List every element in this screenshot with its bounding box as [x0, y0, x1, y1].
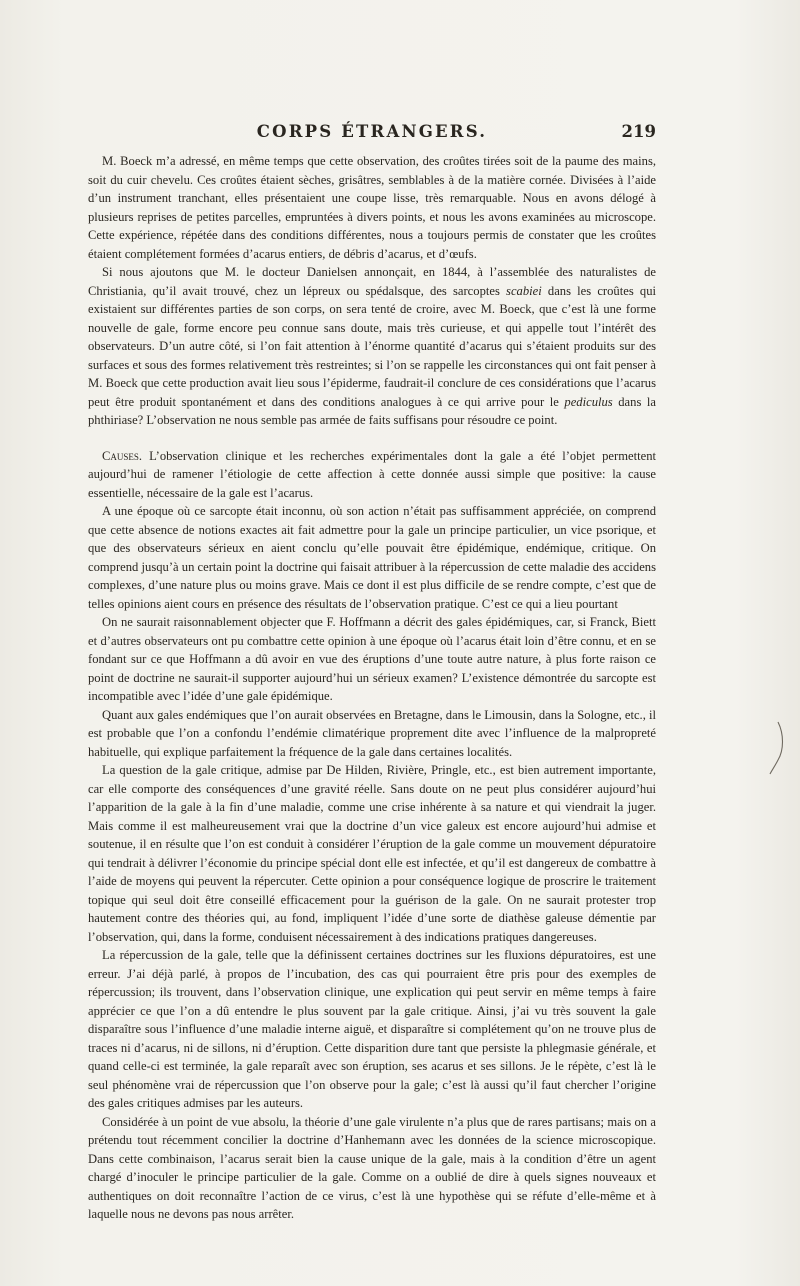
paragraph-repercussion: La répercussion de la gale, telle que la définissent certaines doctrines sur les fluxions dépuratoires, est une erreur. J’ai déjà parlé, à propos de l’incubation, des cas qui pourraient être pris pour des exemples de répercussion; ils trouvent, dans l’observation clinique, une explication qui peut servir en même temps à faire apprécier ce que l’on a dû entendre le plus souvent par la gale critique. Ainsi, j’ai vu très souvent la gale disparaître sous l’influence d’une maladie interne aiguë, et disparaître si complétement qu’on ne trouve plus de traces ni d’acarus, ni de sillons, ni d’éruption. Cette disparition dure tant que persiste la phlegmasie générale, et quand celle-ci est terminée, la gale reparaît avec son éruption, ses acarus et ses sillons. Je le répète, c’est là le seul phénomène vrai de répercussion que l’on observe pour la gale; c’est là aussi qu’il faut chercher l’origine des gales critiques admises par les auteurs.: [88, 948, 656, 1110]
paragraph-gale-critique: La question de la gale critique, admise par De Hilden, Rivière, Pringle, etc., est bien autrement importante, car elle comporte des conséquences d’une gravité réelle. Sans doute on ne peut plus considérer aujourd’hui l’apparition de la gale à la fin d’une maladie, comme une crise inhérente à sa nature et qui viendrait la juger. Mais comme il est malheureusement vrai que la doctrine d’un vice galeux est encore aujourd’hui admise et soutenue, il en résulte que l’on est conduit à considérer l’éruption de la gale comme un mouvement dépuratoire qui tendrait à délivrer l’économie du principe spécial dont elle est infectée, et qu’il est dangereux de combattre à l’aide de moyens qui peuvent la répercuter. Cette opinion a pour conséquence logique de proscrire le traitement topique qui seul doit être conseillé efficacement pour la guérison de la gale. On ne saurait protester trop hautement contre des théories qui, au fond, impliquent l’idée d’une sorte de diathèse galeuse démentie par l’observation, qui, dans la forme, conduisent nécessairement à des indications pratiques dangereuses.: [88, 763, 656, 944]
section-heading-causes: Causes.: [102, 448, 143, 463]
margin-pencil-mark: [764, 720, 788, 776]
paragraph-hoffmann: On ne saurait raisonnablement objecter que F. Hoffmann a décrit des gales épidémiques, car, si Franck, Biett et d’autres observateurs ont pu combattre cette opinion à une époque où l’acarus était loin d’être connu, et en se fondant sur ce que Hoffmann a dû avoir en vue des éruptions d’une toute autre nature, à plus forte raison ce point de doctrine ne saurait-il supporter aujourd’hui un sérieux examen? L’existence démontrée du sarcopte est incompatible avec l’idée d’une gale épidémique.: [88, 615, 656, 703]
paragraph-text: dans les croûtes qui existaient sur différentes parties de son corps, on sera tenté de croire, avec M. Boeck, que c’est là une forme nouvelle de gale, forme encore peu connue sans doute, mais très curieuse, et qui appelle tout l’intérêt des observateurs. D’un autre côté, si l’on fait attention à l’énorme quantité d’acarus qui s’étaient produits sur des surfaces et sous des formes relativement très restreintes; si l’on se rappelle les circonstances qui ont fait penser à M. Boeck que cette production avait lieu sous l’épiderme, faudrait-il conclure de ces considérations que l’acarus peut être produit spontanément et dans des conditions analogues à ce qui arrive pour le: [88, 283, 656, 409]
body-text: [88, 152, 656, 1224]
paragraph-danielsen: [88, 263, 656, 430]
italic-term: scabiei: [506, 283, 542, 298]
paragraph-text: Si nous ajoutons que M. le docteur Danielsen annonçait, en 1844, à l’assemblée des naturalistes de Christiania, qu’il avait trouvé, chez un lépreux ou spédalsque, des sarcoptes: [88, 265, 656, 298]
running-title: CORPS ÉTRANGERS.: [256, 122, 488, 141]
paragraph-text: L’observation clinique et les recherches expérimentales dont la gale a été l’objet permettent aujourd’hui de ramener l’étiologie de cette affection à cette donnée aussi simple que positive: la cause essentielle, nécessaire de la gale est l’acarus.: [88, 448, 656, 500]
paragraph-gales-endemiques: Quant aux gales endémiques que l’on aurait observées en Bretagne, dans le Limousin, dans la Sologne, etc., il est probable que l’on a confondu l’endémie climatérique proprement dite avec l’influence de la malpropreté habituelle, qui explique parfaitement la fréquence de la gale dans certaines localités.: [88, 707, 656, 759]
paragraph-sarcopte-inconnu: A une époque où ce sarcopte était inconnu, où son action n’était pas suffisamment appréciée, on comprend que cette absence de notions exactes ait fait admettre pour la gale un principe particulier, un vice psorique, et que des observateurs sérieux en aient conclu qu’elle pouvait être épidémique, endémique, critique. On comprend jusqu’à un certain point la doctrine qui faisait attribuer à la répercussion de cette maladie des accidens complexes, d’une nature plus ou moins grave. Mais ce dont il est plus difficile de se rendre compte, c’est que de telles opinions aient cours en présence des résultats de l’observation pratique. C’est ce qui a lieu pourtant: [88, 504, 656, 611]
paragraph-gale-virulente: Considérée à un point de vue absolu, la théorie d’une gale virulente n’a plus que de rares partisans; mais on a prétendu tout récemment concilier la doctrine d’Hanhemann avec les données de la science microscopique. Dans cette combinaison, l’acarus serait bien la cause unique de la gale, mais à la condition d’être un agent chargé d’inoculer le principe particulier de la gale. Comme on a oublié de dire à quels signes nouveaux et authentiques on doit reconnaître l’action de ce virus, c’est là une hypothèse qui se réfute d’elle-même et à laquelle nous ne devons pas nous arrêter.: [88, 1114, 656, 1221]
paragraph-text: dans la phthiriase? L’observation ne nous semble pas armée de faits suffisans pour résoudre ce point.: [88, 394, 656, 427]
page-number: 219: [621, 122, 656, 141]
italic-term: pediculus: [564, 394, 613, 409]
paragraph-causes: [88, 447, 656, 503]
page-header: [88, 122, 656, 144]
paragraph-boeck-crusts: M. Boeck m’a adressé, en même temps que cette observation, des croûtes tirées soit de la paume des mains, soit du cuir chevelu. Ces croûtes étaient sèches, grisâtres, semblables à de la matière cornée. Divisées à l’aide d’un instrument tranchant, elles présentaient une coupe lisse, très remarquable. Nous en avons délogé à plusieurs reprises de petites parcelles, empruntées à divers points, et nous les avons examinées au microscope. Cette expérience, répétée dans des conditions différentes, nous a toujours permis de constater que les croûtes étaient complétement formées d’acarus entiers, de débris d’acarus, et d’œufs.: [88, 154, 656, 261]
